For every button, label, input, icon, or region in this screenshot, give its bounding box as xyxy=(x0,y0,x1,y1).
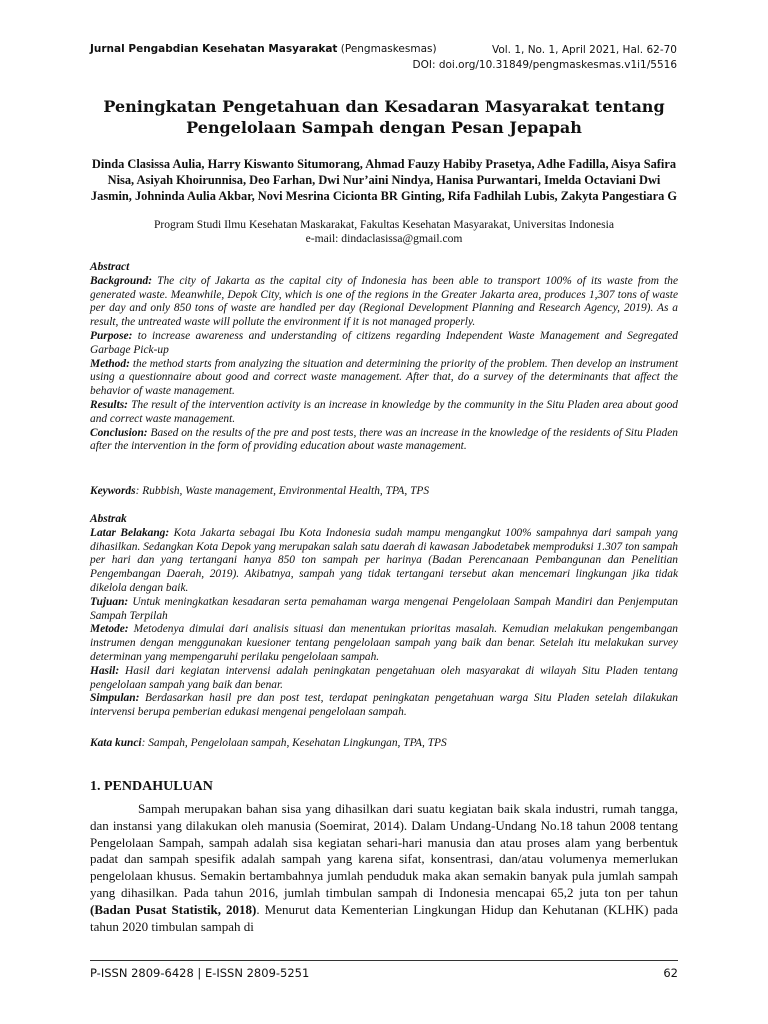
page-number: 62 xyxy=(663,966,678,980)
abstract-heading: Abstract xyxy=(90,261,130,273)
footer-divider xyxy=(90,960,678,961)
journal-name: Jurnal Pengabdian Kesehatan Masyarakat xyxy=(90,43,338,55)
latar-belakang-text: Kota Jakarta sebagai Ibu Kota Indonesia sudah mampu mengangkut 100% sampahnya dari sampah yang dihasilkan. Sedangkan Kota Depok yang merupakan salah satu daerah di kawasan Jabodetabek memproduksi 1.307 ton sampah per hari dan yang tertangani hanya 850 ton sampah per harinya (Badan Perencanaan Pembangunan dan Penelitian Pengembangan Daerah, 2019). Akibatnya, sampah yang tidak tertangani tersebut akan mencemari lingkungan jika tidak dikelola dengan baik. xyxy=(90,526,678,594)
author-email[interactable]: e-mail: dindaclasissa@gmail.com xyxy=(305,232,463,245)
keywords-label: Keywords xyxy=(90,485,136,497)
simpulan-text: Berdasarkan hasil pre dan post test, terdapat peningkatan pengetahuan warga Situ Pladen setelah dilakukan intervensi berupa pemberian edukasi mengenai pengelolaan sampah. xyxy=(90,692,678,719)
keywords-text: : Rubbish, Waste management, Environmental Health, TPA, TPS xyxy=(135,485,430,497)
hasil-label: Hasil: xyxy=(90,664,120,677)
conclusion-label: Conclusion: xyxy=(90,426,148,439)
method-label: Method: xyxy=(90,357,130,370)
abstrak-heading: Abstrak xyxy=(90,513,127,525)
simpulan-label: Simpulan: xyxy=(90,692,140,705)
doi-link[interactable]: DOI: doi.org/10.31849/pengmaskesmas.v1i1/5516 xyxy=(412,59,677,71)
method-text: the method starts from analyzing the situation and determining the priority of the problem. Then develop an instrument using a questionnaire about good and correct waste management. After that, do a survey of the determinants that affect the behavior of waste management. xyxy=(90,357,678,398)
kata-kunci-text: : Sampah, Pengelolaan sampah, Kesehatan Lingkungan, TPA, TPS xyxy=(141,737,447,749)
latar-belakang-label: Latar Belakang: xyxy=(90,526,170,539)
journal-meta xyxy=(413,43,678,73)
results-label: Results: xyxy=(90,398,128,411)
hasil-text: Hasil dari kegiatan intervensi adalah peningkatan pengetahuan oleh masyarakat di wilayah Situ Pladen tentang pengelolaan sampah yang baik dan benar. xyxy=(90,664,678,691)
author-list: Dinda Clasissa Aulia, Harry Kiswanto Situmorang, Ahmad Fauzy Habiby Prasetya, Adhe Fadilla, Aisya Safira Nisa, Asiyah Khoirunnisa, Deo Farhan, Dwi Nur’aini Nindya, Hanisa Purwantari, Imelda Octaviani Dwi Jasmin, Johninda Aulia Akbar, Novi Mesrina Cicionta BR Ginting, Rifa Fadhilah Lubis, Zakyta Pangestiara G xyxy=(90,157,678,203)
abstract-english xyxy=(90,261,678,454)
citation-bold: (Badan Pusat Statistik, 2018) xyxy=(90,901,257,917)
keywords-english xyxy=(90,485,678,499)
results-text: The result of the intervention activity is an increase in knowledge by the community in the Situ Pladen area about good and correct waste management. xyxy=(90,398,678,425)
metode-label: Metode: xyxy=(90,623,129,636)
volume-info: Vol. 1, No. 1, April 2021, Hal. 62-70 xyxy=(491,44,677,56)
purpose-text: to increase awareness and understanding of citizens regarding Independent Waste Management and Segregated Garbage Pick-up xyxy=(90,329,678,356)
affiliation: Program Studi Ilmu Kesehatan Maskarakat, Fakultas Kesehatan Masyarakat, Universitas Indonesia xyxy=(153,218,615,231)
intro-text-2: . Menurut data Kementerian Lingkungan Hidup dan Kehutanan (KLHK) pada tahun 2020 timbulan sampah di xyxy=(90,901,679,934)
paper-title: Peningkatan Pengetahuan dan Kesadaran Masyarakat tentang Pengelolaan Sampah dengan Pesan Jepapah xyxy=(103,97,665,137)
intro-paragraph xyxy=(90,801,678,935)
issn-footer: P-ISSN 2809-6428 | E-ISSN 2809-5251 xyxy=(90,966,310,980)
keywords-indonesian xyxy=(90,737,678,751)
tujuan-label: Tujuan: xyxy=(90,595,129,608)
kata-kunci-label: Kata kunci xyxy=(90,737,142,749)
purpose-label: Purpose: xyxy=(90,329,133,342)
journal-header xyxy=(90,43,437,55)
intro-text-1: Sampah merupakan bahan sisa yang dihasilkan dari suatu kegiatan baik skala industri, rumah tangga, dan instansi yang dilakukan oleh manusia (Soemirat, 2014). Dalam Undang-Undang No.18 tahun 2008 tentang Pengelolaan Sampah, sampah adalah sisa kegiatan sehari-hari manusia dan atau proses alam yang berbentuk padat dan sampah spesifik adalah sampah yang karena sifat, konsentrasi, dan/atau volumenya memerlukan pengelolaan khusus. Semakin bertambahnya jumlah penduduk maka akan semakin banyak pula jumlah sampah yang dihasilkan. Pada tahun 2016, jumlah timbulan sampah di Indonesia mencapai 65,2 juta ton per tahun xyxy=(90,801,678,900)
abstract-indonesian xyxy=(90,513,678,720)
metode-text: Metodenya dimulai dari analisis situasi dan menentukan prioritas masalah. Kemudian melakukan pengembangan instrumen dengan menggunakan kuesioner tentang pengelolaan sampah yang baik dan benar. Setelah itu melakukan survey determinan yang mempengaruhi perilaku pengelolaan sampah. xyxy=(90,623,678,663)
background-text: The city of Jakarta as the capital city of Indonesia has been able to transport 100% of its waste from the generated waste. Meanwhile, Depok City, which is one of the regions in the Greater Jakarta area, produces 1,307 tons of waste per day and only 850 tons of waste are handled per day (Regional Development Planning and Research Agency, 2019). As a result, the untreated waste will pollute the environment if it is not managed properly. xyxy=(90,274,678,329)
journal-abbr: (Pengmaskesmas) xyxy=(337,43,437,55)
conclusion-text: Based on the results of the pre and post tests, there was an increase in the knowledge of the residents of Situ Pladen after the intervention in the form of providing education about waste management. xyxy=(90,426,678,453)
section-heading: 1. PENDAHULUAN xyxy=(90,779,213,794)
tujuan-text: Untuk meningkatkan kesadaran serta pemahaman warga mengenai Pengelolaan Sampah Mandiri dan Penjemputan Sampah Terpilah xyxy=(90,595,678,622)
background-label: Background: xyxy=(90,274,153,287)
affiliation-block xyxy=(90,218,678,246)
